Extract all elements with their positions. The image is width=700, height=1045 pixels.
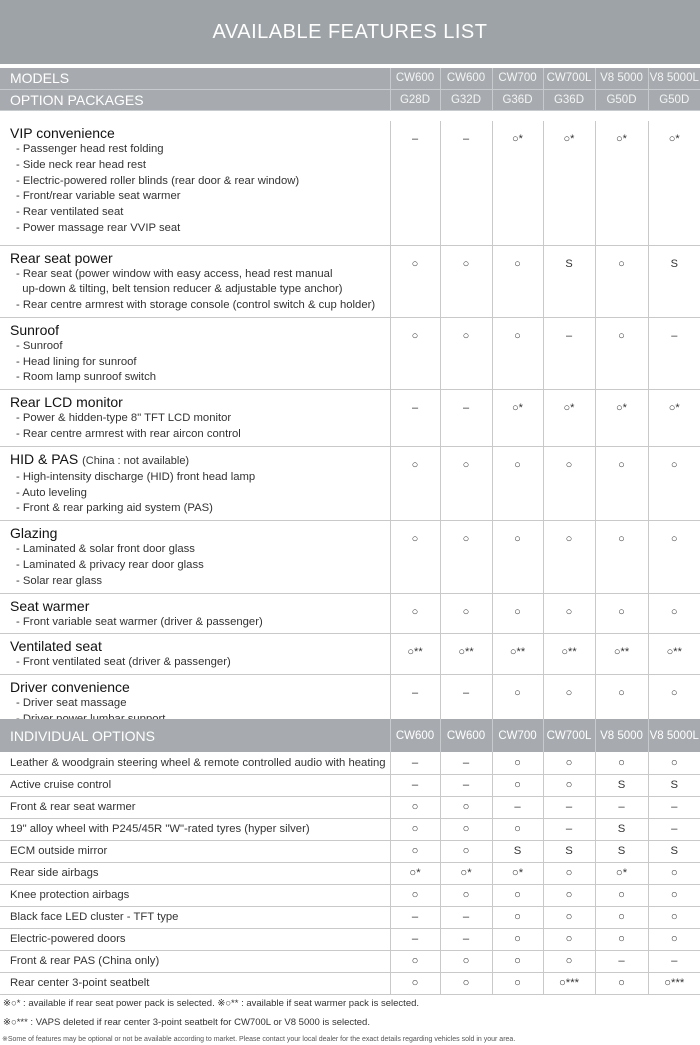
- availability-cell: ○: [595, 317, 648, 389]
- availability-cell: ○: [648, 928, 700, 950]
- package-row: [0, 593, 700, 634]
- availability-cell: ○**: [492, 634, 543, 675]
- package-row: [0, 446, 700, 520]
- availability-cell: S: [595, 840, 648, 862]
- availability-cell: ○*: [390, 862, 440, 884]
- availability-cell: S: [648, 840, 700, 862]
- model-col: CW600: [390, 719, 440, 752]
- model-col: CW700L: [543, 719, 595, 752]
- availability-cell: ○: [492, 884, 543, 906]
- availability-cell: –: [390, 752, 440, 774]
- individual-option-row: [0, 928, 700, 950]
- individual-option-row: [0, 950, 700, 972]
- availability-cell: ○: [390, 840, 440, 862]
- availability-cell: ○: [390, 796, 440, 818]
- availability-cell: ○: [648, 446, 700, 520]
- availability-cell: ○: [595, 446, 648, 520]
- availability-cell: S: [595, 818, 648, 840]
- availability-cell: ○: [390, 446, 440, 520]
- availability-cell: ○: [595, 884, 648, 906]
- availability-cell: ○***: [543, 972, 595, 994]
- availability-cell: ○: [440, 317, 492, 389]
- availability-cell: ○*: [648, 390, 700, 447]
- package-title: [10, 451, 390, 470]
- availability-cell: –: [390, 390, 440, 447]
- availability-cell: ○*: [648, 121, 700, 245]
- availability-cell: ○: [595, 752, 648, 774]
- availability-cell: S: [543, 840, 595, 862]
- availability-cell: ○: [543, 752, 595, 774]
- option-name: Rear side airbags: [0, 862, 390, 884]
- package-item: - Rear centre armrest with storage console (control switch & cup holder): [16, 299, 376, 312]
- availability-cell: ○**: [390, 634, 440, 675]
- footnotes: [0, 994, 700, 1032]
- package-title: [10, 679, 390, 696]
- availability-cell: ○: [595, 593, 648, 634]
- package-row: [0, 634, 700, 675]
- availability-cell: –: [543, 818, 595, 840]
- availability-cell: ○: [543, 950, 595, 972]
- availability-cell: ○: [595, 928, 648, 950]
- package-title-text: Driver convenience: [10, 679, 130, 696]
- availability-cell: ○: [492, 446, 543, 520]
- individual-options-header: [0, 719, 700, 752]
- option-name: Knee protection airbags: [0, 884, 390, 906]
- package-row: [0, 521, 700, 593]
- availability-cell: ○: [648, 521, 700, 593]
- availability-cell: ○: [492, 593, 543, 634]
- model-col: V8 5000: [595, 68, 648, 89]
- availability-cell: S: [492, 840, 543, 862]
- models-row: [0, 68, 700, 89]
- package-title: [10, 322, 390, 339]
- availability-cell: ○: [543, 884, 595, 906]
- availability-cell: ○: [390, 972, 440, 994]
- package-description: [0, 521, 390, 593]
- package-item: - Driver seat massage: [16, 697, 127, 710]
- package-description: [0, 121, 390, 245]
- model-col: V8 5000L: [648, 719, 700, 752]
- availability-cell: ○**: [543, 634, 595, 675]
- model-col: CW700: [492, 719, 543, 752]
- package-item: - Room lamp sunroof switch: [16, 371, 157, 384]
- availability-cell: ○: [440, 884, 492, 906]
- availability-cell: ○: [390, 245, 440, 317]
- individual-option-row: [0, 774, 700, 796]
- package-title: [10, 525, 390, 542]
- availability-cell: ○: [492, 752, 543, 774]
- availability-cell: –: [648, 818, 700, 840]
- availability-cell: ○: [390, 521, 440, 593]
- availability-cell: –: [492, 796, 543, 818]
- availability-cell: ○*: [492, 862, 543, 884]
- availability-cell: ○*: [543, 121, 595, 245]
- model-col: V8 5000L: [648, 68, 700, 89]
- availability-cell: ○: [440, 593, 492, 634]
- availability-cell: –: [390, 928, 440, 950]
- package-title-text: Sunroof: [10, 321, 60, 338]
- package-description: [0, 317, 390, 389]
- availability-cell: ○: [492, 317, 543, 389]
- package-title-text: Rear LCD monitor: [10, 394, 123, 411]
- availability-cell: S: [595, 774, 648, 796]
- package-col: G36D: [543, 89, 595, 110]
- availability-cell: ○: [492, 818, 543, 840]
- model-col: V8 5000: [595, 719, 648, 752]
- package-title-text: HID & PAS: [10, 450, 79, 467]
- availability-cell: ○: [492, 774, 543, 796]
- package-item: - Power massage rear VVIP seat: [16, 221, 181, 234]
- availability-cell: S: [648, 774, 700, 796]
- availability-cell: ○**: [440, 634, 492, 675]
- package-item: - Auto leveling: [16, 486, 87, 499]
- package-item: - Rear ventilated seat: [16, 206, 124, 219]
- package-description: [0, 593, 390, 634]
- availability-cell: ○: [543, 446, 595, 520]
- option-name: Front & rear PAS (China only): [0, 950, 390, 972]
- model-col: CW600: [390, 68, 440, 89]
- option-name: Black face LED cluster - TFT type: [0, 906, 390, 928]
- individual-options-table: [0, 752, 700, 995]
- package-description: [0, 390, 390, 447]
- availability-cell: ○: [492, 906, 543, 928]
- model-col: CW600: [440, 68, 492, 89]
- availability-cell: ○**: [648, 634, 700, 675]
- package-title: [10, 394, 390, 411]
- package-title-text: VIP convenience: [10, 125, 115, 141]
- availability-cell: ○*: [543, 390, 595, 447]
- package-title-text: Ventilated seat: [10, 638, 102, 655]
- availability-cell: ○: [440, 245, 492, 317]
- footnote: ※○* : available if rear seat power pack is selected. ※○** : available if seat warmer pack is selected.: [3, 998, 420, 1009]
- availability-cell: ○: [440, 521, 492, 593]
- availability-cell: ○: [492, 521, 543, 593]
- availability-cell: ○: [390, 317, 440, 389]
- package-row: [0, 121, 700, 245]
- packages-label: OPTION PACKAGES: [0, 89, 390, 110]
- package-title-text: Glazing: [10, 525, 58, 542]
- package-row: [0, 390, 700, 447]
- package-title-text: Rear seat power: [10, 249, 113, 266]
- availability-cell: –: [390, 906, 440, 928]
- package-row: [0, 245, 700, 317]
- availability-cell: ○: [492, 928, 543, 950]
- availability-cell: ○*: [440, 862, 492, 884]
- package-item: - Electric-powered roller blinds (rear door & rear window): [16, 174, 300, 187]
- package-title: [10, 598, 390, 615]
- package-col: G28D: [390, 89, 440, 110]
- option-name: Electric-powered doors: [0, 928, 390, 950]
- availability-cell: ○: [440, 796, 492, 818]
- model-col: CW600: [440, 719, 492, 752]
- availability-cell: –: [390, 675, 440, 732]
- availability-cell: ○: [543, 862, 595, 884]
- availability-cell: –: [440, 390, 492, 447]
- availability-cell: ○: [492, 950, 543, 972]
- model-col: CW700: [492, 68, 543, 89]
- availability-cell: ○: [648, 906, 700, 928]
- availability-cell: ○: [390, 593, 440, 634]
- package-title: [10, 125, 390, 142]
- package-item: - Sunroof: [16, 339, 63, 352]
- availability-cell: –: [595, 796, 648, 818]
- package-description: [0, 245, 390, 317]
- availability-cell: ○: [440, 818, 492, 840]
- package-description: [0, 446, 390, 520]
- individual-option-row: [0, 972, 700, 994]
- availability-cell: ○: [492, 675, 543, 732]
- package-item: - Rear seat (power window with easy access, head rest manual: [16, 267, 333, 280]
- availability-cell: ○: [543, 675, 595, 732]
- footnote: ※○*** : VAPS deleted if rear center 3-point seatbelt for CW700L or V8 5000 is selected.: [3, 1017, 370, 1028]
- availability-cell: S: [543, 245, 595, 317]
- package-item: - Laminated & solar front door glass: [16, 543, 195, 556]
- availability-cell: ○: [648, 593, 700, 634]
- option-name: 19" alloy wheel with P245/45R "W"-rated tyres (hyper silver): [0, 818, 390, 840]
- availability-cell: ○: [440, 446, 492, 520]
- availability-cell: ○: [543, 906, 595, 928]
- package-note: (China : not available): [82, 454, 190, 467]
- package-item: - Side neck rear head rest: [16, 158, 146, 171]
- package-item: - Power & hidden-type 8" TFT LCD monitor: [16, 412, 232, 425]
- page-title: AVAILABLE FEATURES LIST: [0, 0, 700, 64]
- availability-cell: ○: [390, 884, 440, 906]
- availability-cell: –: [440, 906, 492, 928]
- package-item: - High-intensity discharge (HID) front head lamp: [16, 470, 256, 483]
- package-item: up-down & tilting, belt tension reducer & adjustable type anchor): [16, 283, 343, 296]
- availability-cell: –: [440, 774, 492, 796]
- individual-option-row: [0, 752, 700, 774]
- availability-cell: ○: [390, 950, 440, 972]
- option-name: Rear center 3-point seatbelt: [0, 972, 390, 994]
- individual-option-row: [0, 840, 700, 862]
- individual-option-row: [0, 796, 700, 818]
- package-title: [10, 250, 390, 267]
- availability-cell: ○: [492, 972, 543, 994]
- option-name: Front & rear seat warmer: [0, 796, 390, 818]
- availability-cell: ○: [648, 752, 700, 774]
- option-name: Leather & woodgrain steering wheel & remote controlled audio with heating: [0, 752, 390, 774]
- package-row: [0, 317, 700, 389]
- availability-cell: ○: [595, 906, 648, 928]
- availability-cell: ○: [595, 521, 648, 593]
- individual-option-row: [0, 906, 700, 928]
- availability-cell: –: [440, 928, 492, 950]
- package-col: G36D: [492, 89, 543, 110]
- availability-cell: –: [595, 950, 648, 972]
- individual-option-row: [0, 818, 700, 840]
- availability-cell: ○: [595, 972, 648, 994]
- package-item: - Head lining for sunroof: [16, 355, 137, 368]
- package-item: - Solar rear glass: [16, 574, 103, 587]
- availability-cell: –: [390, 121, 440, 245]
- models-label: MODELS: [0, 68, 390, 89]
- availability-cell: ○**: [595, 634, 648, 675]
- availability-cell: ○: [543, 774, 595, 796]
- availability-cell: –: [440, 752, 492, 774]
- availability-cell: ○: [543, 928, 595, 950]
- availability-cell: ○: [440, 972, 492, 994]
- availability-cell: ○*: [492, 121, 543, 245]
- availability-cell: ○: [492, 245, 543, 317]
- package-item: - Laminated & privacy rear door glass: [16, 559, 204, 572]
- availability-cell: –: [390, 774, 440, 796]
- availability-cell: –: [440, 121, 492, 245]
- availability-cell: ○: [648, 862, 700, 884]
- availability-cell: ○***: [648, 972, 700, 994]
- availability-cell: –: [543, 317, 595, 389]
- availability-cell: –: [648, 796, 700, 818]
- package-item: - Front variable seat warmer (driver & passenger): [16, 615, 263, 628]
- availability-cell: ○: [543, 521, 595, 593]
- models-header: [0, 68, 700, 111]
- package-col: G50D: [595, 89, 648, 110]
- package-item: - Passenger head rest folding: [16, 143, 164, 155]
- availability-cell: ○: [440, 840, 492, 862]
- package-col: G50D: [648, 89, 700, 110]
- availability-cell: ○*: [492, 390, 543, 447]
- availability-cell: –: [543, 796, 595, 818]
- packages-row: [0, 89, 700, 110]
- package-item: - Front & rear parking aid system (PAS): [16, 502, 213, 515]
- package-description: [0, 634, 390, 675]
- model-col: CW700L: [543, 68, 595, 89]
- availability-cell: S: [648, 245, 700, 317]
- availability-cell: ○: [595, 675, 648, 732]
- package-item: - Front/rear variable seat warmer: [16, 190, 181, 203]
- availability-cell: –: [440, 675, 492, 732]
- availability-cell: –: [648, 317, 700, 389]
- disclaimer: ※Some of features may be optional or not be available according to market. Please contact your local dealer for the exact details regarding vehicles sold in your area.: [2, 1036, 516, 1043]
- package-title: [10, 638, 390, 655]
- availability-cell: ○*: [595, 121, 648, 245]
- availability-cell: ○: [648, 884, 700, 906]
- availability-cell: ○*: [595, 390, 648, 447]
- availability-cell: ○: [543, 593, 595, 634]
- availability-cell: ○: [440, 950, 492, 972]
- option-name: Active cruise control: [0, 774, 390, 796]
- availability-cell: ○: [390, 818, 440, 840]
- individual-option-row: [0, 884, 700, 906]
- package-item: - Front ventilated seat (driver & passenger): [16, 656, 231, 669]
- availability-cell: ○: [595, 245, 648, 317]
- package-title-text: Seat warmer: [10, 597, 90, 614]
- individual-options-label: INDIVIDUAL OPTIONS: [0, 719, 390, 752]
- availability-cell: –: [648, 950, 700, 972]
- package-col: G32D: [440, 89, 492, 110]
- individual-option-row: [0, 862, 700, 884]
- package-item: - Rear centre armrest with rear aircon control: [16, 428, 241, 441]
- option-packages-table: [0, 121, 700, 732]
- option-name: ECM outside mirror: [0, 840, 390, 862]
- availability-cell: ○: [648, 675, 700, 732]
- availability-cell: ○*: [595, 862, 648, 884]
